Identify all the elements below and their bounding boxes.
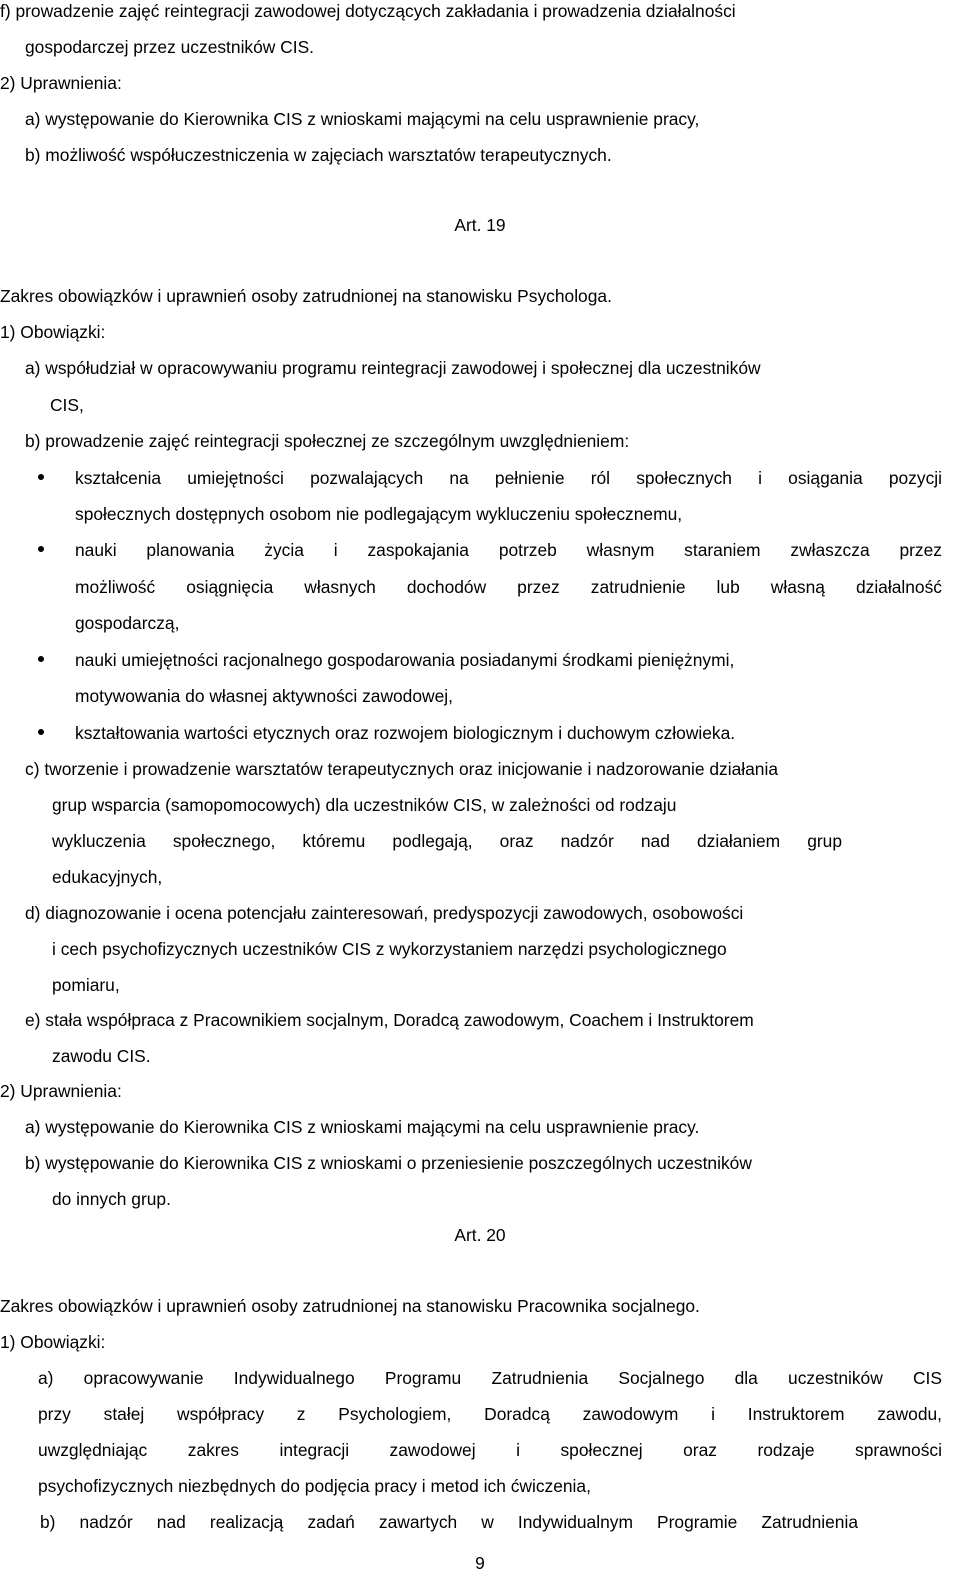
text-line: e) stała współpraca z Pracownikiem socjalnym, Doradcą zawodowym, Coachem i Instruktorem — [25, 1010, 754, 1030]
section-heading: 1) Obowiązki: — [0, 1332, 106, 1352]
text-line: psychofizycznych niezbędnych do podjęcia pracy i metod ich ćwiczenia, — [38, 1476, 591, 1496]
list-item-continuation: motywowania do własnej aktywności zawodowej, — [75, 686, 453, 706]
text-line: a) występowanie do Kierownika CIS z wnioskami mającymi na celu usprawnienie pracy, — [25, 109, 700, 129]
page-number: 9 — [475, 1553, 485, 1573]
text-line: gospodarczej przez uczestników CIS. — [25, 37, 315, 57]
article-title: Zakres obowiązków i uprawnień osoby zatrudnionej na stanowisku Psychologa. — [0, 286, 612, 306]
text-line: a) występowanie do Kierownika CIS z wnioskami mającymi na celu usprawnienie pracy. — [25, 1117, 700, 1137]
text-line: grup wsparcia (samopomocowych) dla uczestników CIS, w zależności od rodzaju — [52, 795, 677, 815]
text-line: wykluczenia społecznego, któremu podlegają, oraz nadzór nad działaniem grup — [52, 831, 842, 851]
list-item: nauki umiejętności racjonalnego gospodarowania posiadanymi środkami pieniężnymi, — [75, 650, 735, 670]
text-line: CIS, — [50, 395, 84, 415]
text-line: przy stałej współpracy z Psychologiem, Doradcą zawodowym i Instruktorem zawodu, — [38, 1404, 942, 1424]
section-heading: 2) Uprawnienia: — [0, 1081, 122, 1101]
text-line: uwzględniając zakres integracji zawodowej i społecznej oraz rodzaje sprawności — [38, 1440, 942, 1460]
bullet-icon — [38, 474, 44, 480]
text-line: pomiaru, — [52, 975, 120, 995]
text-line: a) współudział w opracowywaniu programu reintegracji zawodowej i społecznej dla uczestników — [25, 358, 761, 378]
list-item: nauki planowania życia i zaspokajania potrzeb własnym staraniem zwłaszcza przez — [75, 540, 942, 560]
text-line: f) prowadzenie zajęć reintegracji zawodowej dotyczących zakładania i prowadzenia działalności — [0, 1, 736, 21]
list-item-continuation: możliwość osiągnięcia własnych dochodów przez zatrudnienie lub własną działalność — [75, 577, 942, 597]
list-item-continuation: gospodarczą, — [75, 613, 180, 633]
section-heading: 2) Uprawnienia: — [0, 73, 122, 93]
text-line: edukacyjnych, — [52, 867, 163, 887]
text-line: d) diagnozowanie i ocena potencjału zainteresowań, predyspozycji zawodowych, osobowości — [25, 903, 744, 923]
bullet-icon — [38, 656, 44, 662]
text-line: c) tworzenie i prowadzenie warsztatów terapeutycznych oraz inicjowanie i nadzorowanie działania — [25, 759, 779, 779]
text-line: b) występowanie do Kierownika CIS z wnioskami o przeniesienie poszczególnych uczestników — [25, 1153, 752, 1173]
bullet-icon — [38, 729, 44, 735]
text-line: a) opracowywanie Indywidualnego Programu Zatrudnienia Socjalnego dla uczestników CIS — [38, 1368, 942, 1388]
text-line: do innych grup. — [52, 1189, 171, 1209]
text-line: b) prowadzenie zajęć reintegracji społecznej ze szczególnym uwzględnieniem: — [25, 431, 630, 451]
article-heading: Art. 20 — [454, 1225, 506, 1245]
text-line: b) możliwość współuczestniczenia w zajęciach warsztatów terapeutycznych. — [25, 145, 612, 165]
list-item: kształtowania wartości etycznych oraz rozwojem biologicznym i duchowym człowieka. — [75, 723, 736, 743]
list-item-continuation: społecznych dostępnych osobom nie podlegającym wykluczeniu społecznemu, — [75, 504, 683, 524]
list-item: kształcenia umiejętności pozwalających na pełnienie ról społecznych i osiągania pozycji — [75, 468, 942, 488]
text-line: b) nadzór nad realizacją zadań zawartych w Indywidualnym Programie Zatrudnienia — [40, 1512, 858, 1532]
bullet-icon — [38, 546, 44, 552]
text-line: i cech psychofizycznych uczestników CIS z wykorzystaniem narzędzi psychologicznego — [52, 939, 727, 959]
text-line: zawodu CIS. — [52, 1046, 151, 1066]
article-heading: Art. 19 — [454, 215, 506, 235]
section-heading: 1) Obowiązki: — [0, 322, 106, 342]
article-title: Zakres obowiązków i uprawnień osoby zatrudnionej na stanowisku Pracownika socjalnego. — [0, 1296, 700, 1316]
